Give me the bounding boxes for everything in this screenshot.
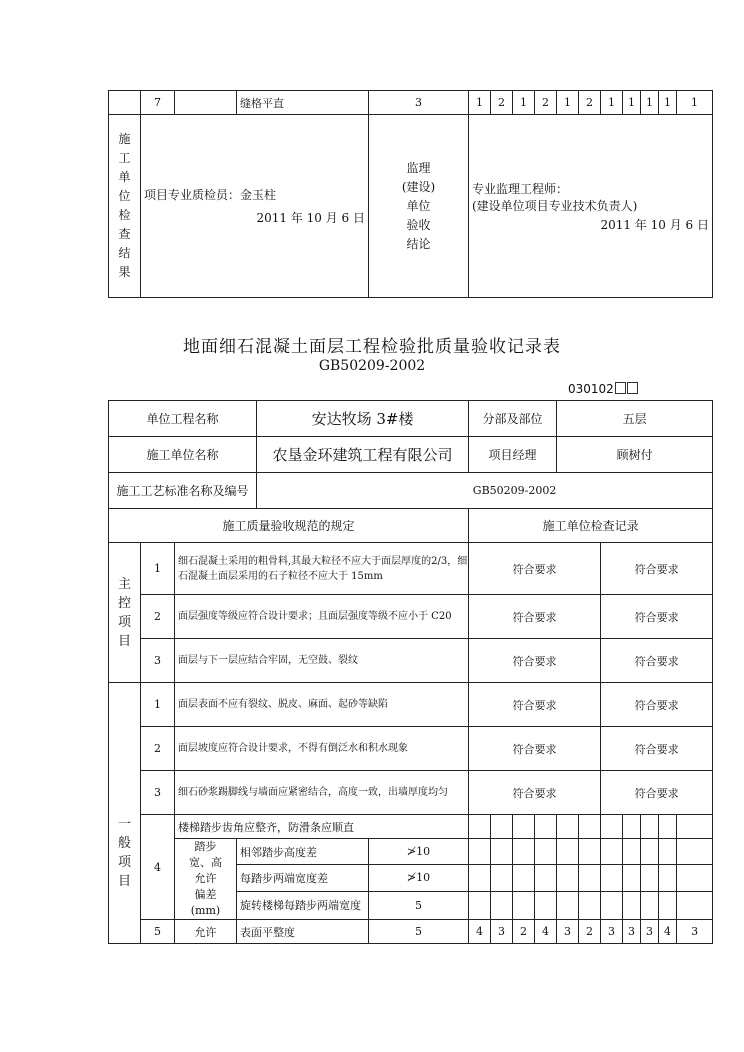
table-row — [109, 595, 713, 639]
item-text: 楼梯踏步齿角应整齐，防滑条应顺直 — [175, 815, 469, 839]
inspector-cell — [141, 115, 369, 298]
point-value: 1 — [659, 91, 677, 115]
contractor-value: 农垦金环建筑工程有限公司 — [257, 437, 469, 473]
table-row — [109, 401, 713, 437]
check-result: 符合要求 — [469, 771, 601, 815]
item-text: 表面平整度 — [237, 920, 369, 944]
allowed-deviation: ≯10 — [369, 865, 469, 891]
allowed-deviation: 5 — [369, 920, 469, 944]
point-value: 1 — [601, 91, 623, 115]
table-row — [109, 920, 713, 944]
allowed-deviation: ≯10 — [369, 839, 469, 865]
form-title: 地面细石混凝土面层工程检验批质量验收记录表 — [183, 337, 561, 357]
row-number: 3 — [141, 639, 175, 683]
table-row — [109, 437, 713, 473]
check-result: 符合要求 — [469, 683, 601, 727]
engineer-date: 2011 年 10 月 6 日 — [600, 217, 709, 232]
engineer-cell — [469, 115, 713, 298]
top-continuation-table — [108, 90, 713, 298]
point-value: 3 — [601, 920, 623, 944]
point-value: 3 — [557, 920, 579, 944]
row-number: 4 — [141, 815, 175, 920]
point-value: 4 — [469, 920, 491, 944]
point-value: 2 — [513, 920, 535, 944]
check-result: 符合要求 — [601, 543, 713, 595]
item-text: 细石混凝土采用的粗骨料,其最大粒径不应大于面层厚度的2/3，细石混凝土面层采用的石子粒径不应大于 15mm — [175, 543, 469, 595]
contractor-label: 施工单位名称 — [109, 437, 257, 473]
std-value: GB50209-2002 — [257, 473, 713, 509]
sub-part-value: 五层 — [557, 401, 713, 437]
item-text: 面层表面不应有裂纹、脱皮、麻面、起砂等缺陷 — [175, 683, 469, 727]
point-value: 2 — [579, 91, 601, 115]
owner-line: (建设单位项目专业技术负责人) — [472, 198, 638, 213]
table-row — [109, 639, 713, 683]
check-result: 符合要求 — [469, 639, 601, 683]
point-value: 1 — [557, 91, 579, 115]
table-row — [109, 91, 713, 115]
item-text: 面层强度等级应符合设计要求；且面层强度等级不应小于 C20 — [175, 595, 469, 639]
point-value: 1 — [623, 91, 641, 115]
sub-item-text: 旋转楼梯每踏步两端宽度 — [237, 891, 369, 919]
row-number: 1 — [141, 543, 175, 595]
check-result: 符合要求 — [601, 639, 713, 683]
check-result: 符合要求 — [601, 683, 713, 727]
form-code: 030102 — [568, 382, 638, 396]
sub-item-text: 每踏步两端宽度差 — [237, 865, 369, 891]
manager-label: 项目经理 — [469, 437, 557, 473]
inspector-line: 项目专业质检员：金玉柱 — [144, 188, 277, 202]
check-result: 符合要求 — [601, 771, 713, 815]
table-row — [109, 771, 713, 815]
point-value: 2 — [491, 91, 513, 115]
row-number: 2 — [141, 595, 175, 639]
item-text: 面层坡度应符合设计要求，不得有倒泛水和积水现象 — [175, 727, 469, 771]
engineer-line: 专业监理工程师： — [472, 181, 569, 196]
code-box — [615, 382, 626, 394]
table-row — [109, 543, 713, 595]
record-label: 施工单位检查记录 — [469, 509, 713, 543]
check-result: 符合要求 — [469, 595, 601, 639]
table-row — [109, 473, 713, 509]
allowed-deviation: 5 — [369, 891, 469, 919]
unit-project-value: 安达牧场 3#楼 — [257, 401, 469, 437]
item-text: 面层与下一层应结合牢固，无空鼓、裂纹 — [175, 639, 469, 683]
row-number: 1 — [141, 683, 175, 727]
sub-item-text: 相邻踏步高度差 — [237, 839, 369, 865]
general-items-label: 一 般 项 目 — [109, 683, 141, 944]
point-value: 1 — [469, 91, 491, 115]
item-text: 缝格平直 — [237, 91, 369, 115]
row-number: 3 — [141, 771, 175, 815]
table-row — [109, 509, 713, 543]
row-number: 2 — [141, 727, 175, 771]
table-row — [109, 839, 713, 865]
construction-check-label: 施 工 单 位 检 查 结 果 — [109, 115, 141, 298]
point-value: 3 — [491, 920, 513, 944]
code-box — [627, 382, 638, 394]
point-value: 1 — [513, 91, 535, 115]
allowed-deviation: 3 — [369, 91, 469, 115]
inspector-date: 2011 年 10 月 6 日 — [256, 211, 365, 225]
unit-project-label: 单位工程名称 — [109, 401, 257, 437]
inspection-record-table — [108, 400, 713, 944]
check-result: 符合要求 — [469, 727, 601, 771]
point-value: 2 — [535, 91, 557, 115]
point-value: 1 — [677, 91, 713, 115]
point-value: 3 — [623, 920, 641, 944]
std-label: 施工工艺标准名称及编号 — [109, 473, 257, 509]
table-row — [109, 815, 713, 839]
table-row — [109, 683, 713, 727]
row-number: 5 — [141, 920, 175, 944]
table-row — [109, 115, 713, 298]
check-result: 符合要求 — [601, 595, 713, 639]
point-value: 2 — [579, 920, 601, 944]
spec-label: 施工质量验收规范的规定 — [109, 509, 469, 543]
point-value: 4 — [535, 920, 557, 944]
table-row — [109, 727, 713, 771]
check-result: 符合要求 — [601, 727, 713, 771]
sub-part-label: 分部及部位 — [469, 401, 557, 437]
row-number: 7 — [141, 91, 175, 115]
point-value: 1 — [641, 91, 659, 115]
point-value: 4 — [659, 920, 677, 944]
point-value: 3 — [677, 920, 713, 944]
manager-value: 顾树付 — [557, 437, 713, 473]
supervision-label: 监理 (建设) 单位 验收 结论 — [369, 115, 469, 298]
allow-label: 允许 — [175, 920, 237, 944]
check-result: 符合要求 — [469, 543, 601, 595]
stair-group-label: 踏步 宽、高 允许 偏差 (mm) — [175, 839, 237, 920]
main-items-label: 主 控 项 目 — [109, 543, 141, 683]
item-text: 细石砂浆踢脚线与墙面应紧密结合，高度一致，出墙厚度均匀 — [175, 771, 469, 815]
form-standard: GB50209-2002 — [318, 358, 426, 374]
point-value: 3 — [641, 920, 659, 944]
